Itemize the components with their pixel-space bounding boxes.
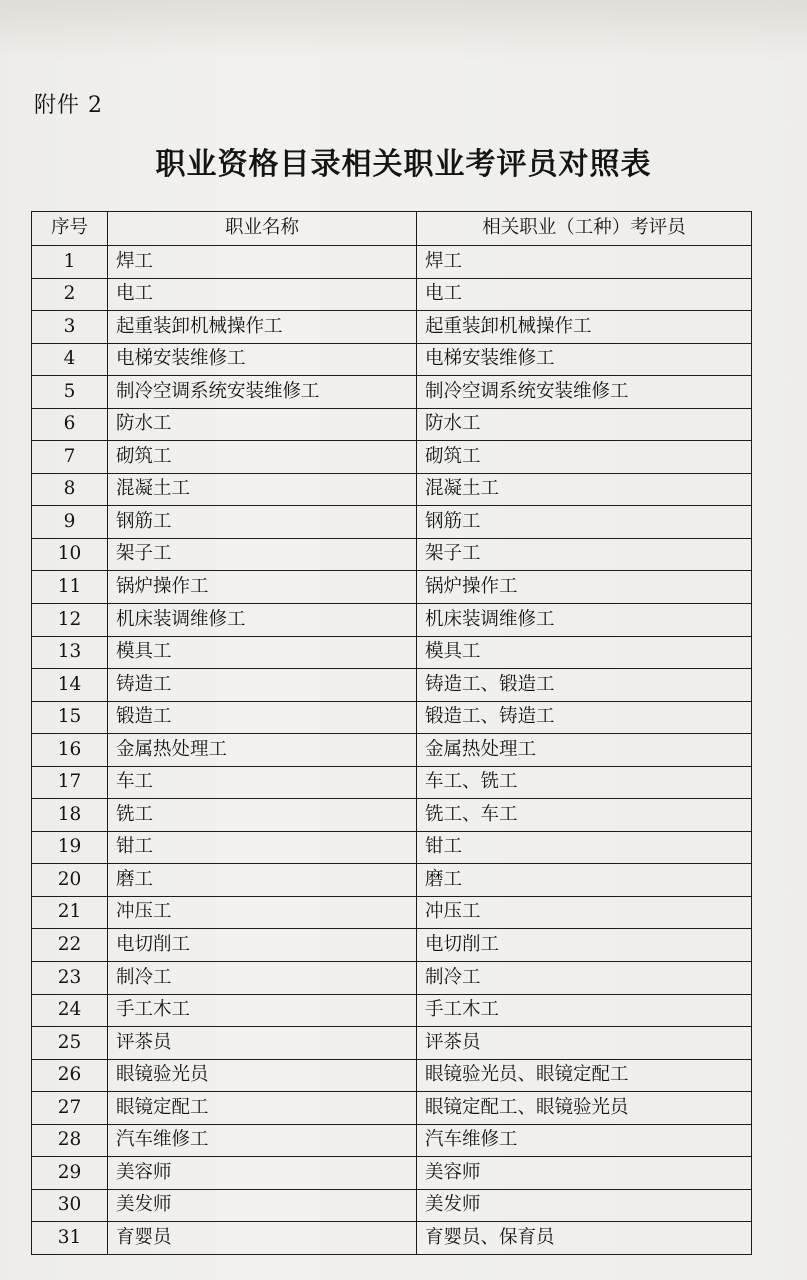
cell-related-examiner: 眼镜验光员、眼镜定配工 bbox=[417, 1059, 752, 1092]
cell-related-examiner: 机床装调维修工 bbox=[417, 604, 752, 637]
cell-related-examiner: 电工 bbox=[417, 278, 752, 311]
cell-related-examiner: 磨工 bbox=[417, 864, 752, 897]
cell-occupation-name: 铣工 bbox=[108, 799, 417, 832]
cell-occupation-name: 眼镜定配工 bbox=[108, 1092, 417, 1125]
table-row bbox=[32, 408, 752, 441]
table-row bbox=[32, 669, 752, 702]
table-row bbox=[32, 766, 752, 799]
cell-related-examiner: 防水工 bbox=[417, 408, 752, 441]
cell-occupation-name: 金属热处理工 bbox=[108, 734, 417, 767]
table-row bbox=[32, 538, 752, 571]
header-occupation-name: 职业名称 bbox=[108, 212, 417, 246]
cell-related-examiner: 钢筋工 bbox=[417, 506, 752, 539]
cell-occupation-name: 评茶员 bbox=[108, 1027, 417, 1060]
cell-related-examiner: 架子工 bbox=[417, 538, 752, 571]
cell-serial-number: 12 bbox=[32, 604, 108, 637]
cell-occupation-name: 制冷空调系统安装维修工 bbox=[108, 376, 417, 409]
table-row bbox=[32, 929, 752, 962]
table-row bbox=[32, 701, 752, 734]
cell-related-examiner: 铣工、车工 bbox=[417, 799, 752, 832]
table-row bbox=[32, 1189, 752, 1222]
table-row bbox=[32, 994, 752, 1027]
cell-occupation-name: 锅炉操作工 bbox=[108, 571, 417, 604]
cell-related-examiner: 起重装卸机械操作工 bbox=[417, 311, 752, 344]
cell-serial-number: 27 bbox=[32, 1092, 108, 1125]
cell-occupation-name: 电工 bbox=[108, 278, 417, 311]
cell-related-examiner: 金属热处理工 bbox=[417, 734, 752, 767]
table-row bbox=[32, 246, 752, 279]
table-row bbox=[32, 636, 752, 669]
cell-occupation-name: 起重装卸机械操作工 bbox=[108, 311, 417, 344]
cell-serial-number: 23 bbox=[32, 962, 108, 995]
cell-occupation-name: 锻造工 bbox=[108, 701, 417, 734]
cell-occupation-name: 焊工 bbox=[108, 246, 417, 279]
cell-serial-number: 30 bbox=[32, 1189, 108, 1222]
cell-related-examiner: 制冷工 bbox=[417, 962, 752, 995]
cell-occupation-name: 制冷工 bbox=[108, 962, 417, 995]
table-row bbox=[32, 571, 752, 604]
table-row bbox=[32, 962, 752, 995]
cell-related-examiner: 砌筑工 bbox=[417, 441, 752, 474]
cell-related-examiner: 焊工 bbox=[417, 246, 752, 279]
cell-related-examiner: 美发师 bbox=[417, 1189, 752, 1222]
cell-serial-number: 2 bbox=[32, 278, 108, 311]
cell-serial-number: 7 bbox=[32, 441, 108, 474]
cell-related-examiner: 美容师 bbox=[417, 1157, 752, 1190]
cell-occupation-name: 架子工 bbox=[108, 538, 417, 571]
cell-serial-number: 18 bbox=[32, 799, 108, 832]
cell-occupation-name: 钳工 bbox=[108, 831, 417, 864]
cell-related-examiner: 铸造工、锻造工 bbox=[417, 669, 752, 702]
cell-occupation-name: 美发师 bbox=[108, 1189, 417, 1222]
table-row bbox=[32, 831, 752, 864]
page-title: 职业资格目录相关职业考评员对照表 bbox=[155, 147, 652, 182]
cell-related-examiner: 车工、铣工 bbox=[417, 766, 752, 799]
cell-serial-number: 3 bbox=[32, 311, 108, 344]
cell-related-examiner: 混凝土工 bbox=[417, 473, 752, 506]
table-row bbox=[32, 896, 752, 929]
cell-serial-number: 26 bbox=[32, 1059, 108, 1092]
table-row bbox=[32, 734, 752, 767]
cell-serial-number: 16 bbox=[32, 734, 108, 767]
table-row bbox=[32, 473, 752, 506]
table-row bbox=[32, 311, 752, 344]
cell-occupation-name: 磨工 bbox=[108, 864, 417, 897]
cell-occupation-name: 铸造工 bbox=[108, 669, 417, 702]
cell-related-examiner: 汽车维修工 bbox=[417, 1124, 752, 1157]
cell-occupation-name: 车工 bbox=[108, 766, 417, 799]
cell-serial-number: 15 bbox=[32, 701, 108, 734]
table-row bbox=[32, 441, 752, 474]
cell-serial-number: 1 bbox=[32, 246, 108, 279]
cell-related-examiner: 模具工 bbox=[417, 636, 752, 669]
cell-serial-number: 13 bbox=[32, 636, 108, 669]
table-row bbox=[32, 343, 752, 376]
table-row bbox=[32, 1059, 752, 1092]
cell-occupation-name: 育婴员 bbox=[108, 1222, 417, 1255]
attachment-label: 附件 2 bbox=[34, 93, 103, 118]
cell-occupation-name: 电切削工 bbox=[108, 929, 417, 962]
cell-serial-number: 20 bbox=[32, 864, 108, 897]
cell-occupation-name: 汽车维修工 bbox=[108, 1124, 417, 1157]
cell-related-examiner: 眼镜定配工、眼镜验光员 bbox=[417, 1092, 752, 1125]
cell-related-examiner: 钳工 bbox=[417, 831, 752, 864]
cell-serial-number: 14 bbox=[32, 669, 108, 702]
cell-serial-number: 17 bbox=[32, 766, 108, 799]
table-row bbox=[32, 1027, 752, 1060]
table-row bbox=[32, 1222, 752, 1255]
cell-serial-number: 4 bbox=[32, 343, 108, 376]
cell-serial-number: 22 bbox=[32, 929, 108, 962]
cell-occupation-name: 电梯安装维修工 bbox=[108, 343, 417, 376]
cell-serial-number: 29 bbox=[32, 1157, 108, 1190]
cell-related-examiner: 手工木工 bbox=[417, 994, 752, 1027]
cell-serial-number: 11 bbox=[32, 571, 108, 604]
table-row bbox=[32, 1157, 752, 1190]
table-row bbox=[32, 864, 752, 897]
cell-serial-number: 8 bbox=[32, 473, 108, 506]
table-row bbox=[32, 1092, 752, 1125]
cell-serial-number: 21 bbox=[32, 896, 108, 929]
cell-serial-number: 10 bbox=[32, 538, 108, 571]
cell-occupation-name: 手工木工 bbox=[108, 994, 417, 1027]
cell-related-examiner: 电梯安装维修工 bbox=[417, 343, 752, 376]
cell-occupation-name: 美容师 bbox=[108, 1157, 417, 1190]
cell-serial-number: 28 bbox=[32, 1124, 108, 1157]
cell-occupation-name: 砌筑工 bbox=[108, 441, 417, 474]
cell-occupation-name: 冲压工 bbox=[108, 896, 417, 929]
table-header-row bbox=[32, 212, 752, 246]
header-related-examiner: 相关职业（工种）考评员 bbox=[417, 212, 752, 246]
cell-occupation-name: 防水工 bbox=[108, 408, 417, 441]
cell-related-examiner: 锅炉操作工 bbox=[417, 571, 752, 604]
cell-serial-number: 25 bbox=[32, 1027, 108, 1060]
cell-serial-number: 5 bbox=[32, 376, 108, 409]
cell-serial-number: 24 bbox=[32, 994, 108, 1027]
cell-serial-number: 9 bbox=[32, 506, 108, 539]
cell-occupation-name: 钢筋工 bbox=[108, 506, 417, 539]
cell-serial-number: 19 bbox=[32, 831, 108, 864]
cell-related-examiner: 锻造工、铸造工 bbox=[417, 701, 752, 734]
table-row bbox=[32, 799, 752, 832]
cell-occupation-name: 眼镜验光员 bbox=[108, 1059, 417, 1092]
cell-related-examiner: 育婴员、保育员 bbox=[417, 1222, 752, 1255]
table-row bbox=[32, 376, 752, 409]
cell-related-examiner: 制冷空调系统安装维修工 bbox=[417, 376, 752, 409]
cell-occupation-name: 混凝土工 bbox=[108, 473, 417, 506]
table-body bbox=[32, 246, 752, 1255]
table-row bbox=[32, 604, 752, 637]
cell-occupation-name: 模具工 bbox=[108, 636, 417, 669]
cell-serial-number: 6 bbox=[32, 408, 108, 441]
cell-related-examiner: 电切削工 bbox=[417, 929, 752, 962]
table-row bbox=[32, 278, 752, 311]
occupation-table bbox=[31, 211, 752, 1255]
table-row bbox=[32, 506, 752, 539]
cell-related-examiner: 冲压工 bbox=[417, 896, 752, 929]
header-serial-number: 序号 bbox=[32, 212, 108, 246]
cell-related-examiner: 评茶员 bbox=[417, 1027, 752, 1060]
table-row bbox=[32, 1124, 752, 1157]
cell-occupation-name: 机床装调维修工 bbox=[108, 604, 417, 637]
cell-serial-number: 31 bbox=[32, 1222, 108, 1255]
